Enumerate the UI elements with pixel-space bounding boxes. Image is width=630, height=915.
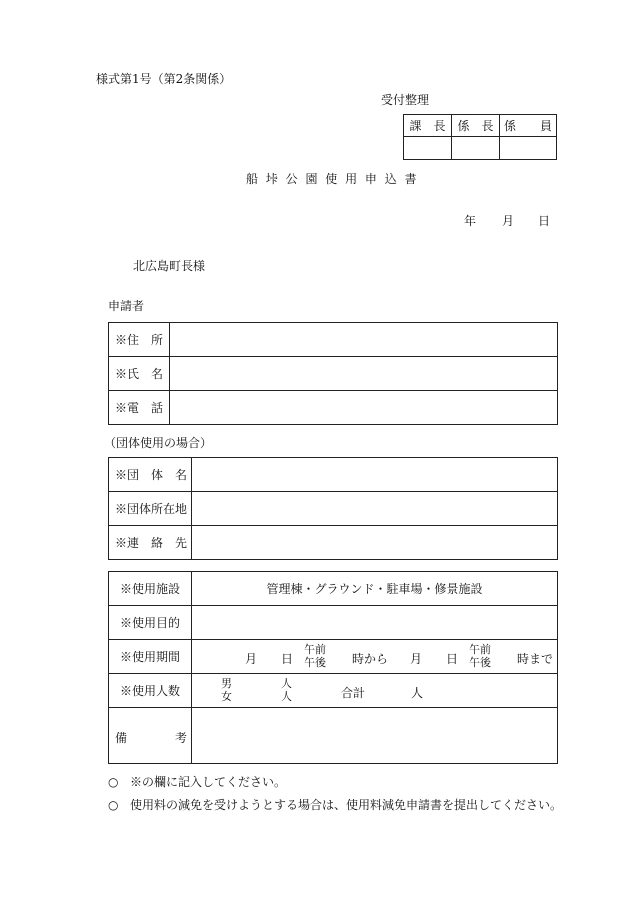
facility-field[interactable]: 管理棟・グラウンド・駐車場・修景施設 (192, 572, 558, 606)
name-field[interactable] (170, 357, 558, 391)
label-group-address: ※団体所在地 (109, 492, 192, 526)
remarks-char-1: 備 (115, 731, 128, 745)
label-group-name: ※団 体 名 (109, 458, 192, 492)
group-contact-field[interactable] (192, 526, 558, 560)
addressee: 北広島町長様 (133, 259, 206, 273)
circle-bullet-icon: ○ (108, 775, 119, 789)
people-gender (221, 677, 232, 703)
approval-stamp-cell[interactable] (500, 137, 557, 160)
period-month-end: 月 (410, 652, 423, 666)
approval-staff: 係 員 (500, 115, 557, 137)
period-am-end: 午前 (469, 643, 491, 656)
approval-stamp-cell[interactable] (452, 137, 500, 160)
period-month: 月 (245, 652, 258, 666)
people-male: 男 (221, 677, 232, 690)
group-name-field[interactable] (192, 458, 558, 492)
label-people: ※使用人数 (109, 674, 192, 708)
date-year: 年 (464, 214, 477, 228)
note-2 (108, 796, 562, 813)
people-units (281, 677, 292, 703)
period-ampm-end (469, 643, 491, 669)
period-until: 時まで (517, 652, 554, 666)
label-period: ※使用期間 (109, 640, 192, 674)
form-number: 様式第1号（第2条関係） (96, 72, 232, 86)
label-name: ※氏 名 (109, 357, 170, 391)
purpose-field[interactable] (192, 606, 558, 640)
address-field[interactable] (170, 323, 558, 357)
label-remarks (109, 708, 192, 764)
label-purpose: ※使用目的 (109, 606, 192, 640)
period-pm: 午後 (304, 656, 326, 669)
applicant-heading: 申請者 (108, 299, 145, 313)
form-title: 船 垰 公 園 使 用 申 込 書 (246, 172, 419, 186)
group-table (108, 457, 558, 560)
date-day: 日 (538, 214, 551, 228)
applicant-table (108, 322, 558, 425)
group-address-field[interactable] (192, 492, 558, 526)
phone-field[interactable] (170, 391, 558, 425)
period-ampm (304, 643, 326, 669)
label-group-contact: ※連 絡 先 (109, 526, 192, 560)
period-field[interactable] (192, 640, 558, 674)
group-heading: （団体使用の場合） (104, 436, 213, 450)
people-female: 女 (221, 690, 232, 703)
approval-table (403, 114, 557, 160)
note-2-text: 使用料の減免を受けようとする場合は、使用料減免申請書を提出してください。 (130, 798, 563, 812)
approval-subsection-chief: 係 長 (452, 115, 500, 137)
people-total: 合計 (341, 686, 366, 700)
people-field[interactable] (192, 674, 558, 708)
date-month: 月 (502, 214, 515, 228)
period-from: 時から (352, 652, 389, 666)
reception-label: 受付整理 (381, 93, 430, 107)
period-pm-end: 午後 (469, 656, 491, 669)
approval-section-chief: 課 長 (404, 115, 452, 137)
label-phone: ※電 話 (109, 391, 170, 425)
remarks-field[interactable] (192, 708, 558, 764)
usage-table (108, 571, 558, 764)
label-facility: ※使用施設 (109, 572, 192, 606)
people-unit-total: 人 (411, 686, 424, 700)
people-unit-male: 人 (281, 677, 292, 690)
label-address: ※住 所 (109, 323, 170, 357)
period-am: 午前 (304, 643, 326, 656)
circle-bullet-icon: ○ (108, 798, 119, 812)
approval-stamp-cell[interactable] (404, 137, 452, 160)
note-1-text: ※の欄に記入してください。 (130, 775, 287, 789)
remarks-char-2: 考 (175, 731, 188, 745)
period-day: 日 (281, 652, 294, 666)
period-day-end: 日 (446, 652, 459, 666)
people-unit-female: 人 (281, 690, 292, 703)
note-1 (108, 773, 286, 790)
